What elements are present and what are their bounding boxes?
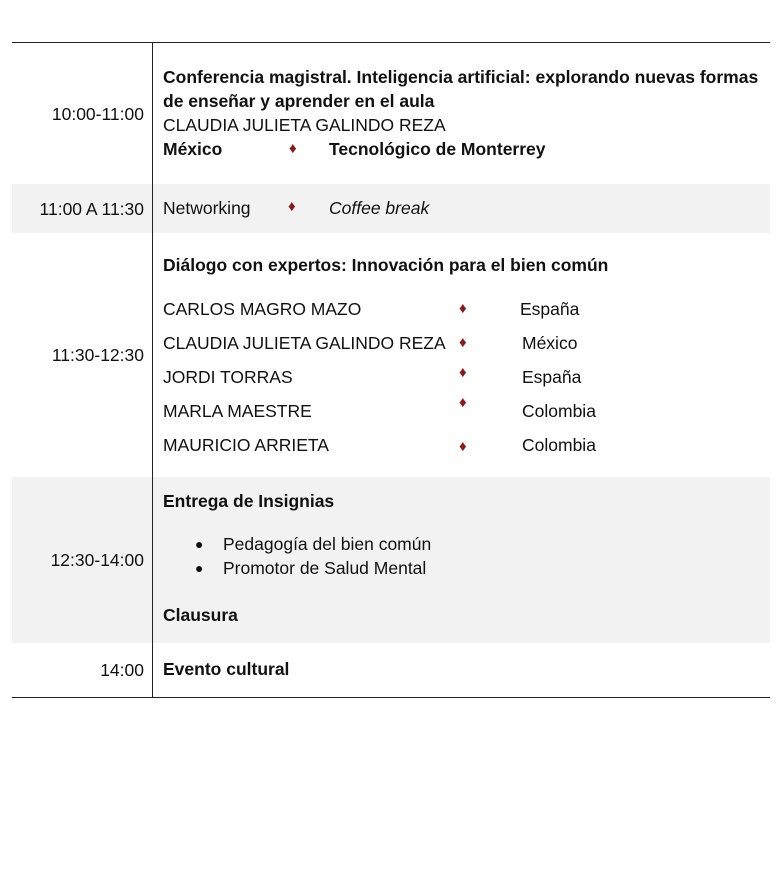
session-title: Conferencia magistral. Inteligencia artificial: explorando nuevas formas de enseñar y aprender en el aula [163,67,759,111]
session-cell [152,233,770,477]
time-cell: 14:00 [100,660,144,680]
expert-country: España [522,367,582,387]
expert-name: JORDI TORRAS [163,367,293,387]
closing-title: Clausura [163,605,238,625]
expert-row [163,365,763,389]
diamond-icon: ♦ [289,140,297,157]
session-cell [152,477,770,643]
expert-name: CARLOS MAGRO MAZO [163,299,362,319]
agenda-row-keynote [12,43,770,184]
expert-name: CLAUDIA JULIETA GALINDO REZA [163,333,446,353]
speaker-country: México [163,139,223,159]
bullet-icon: ● [195,560,204,576]
agenda-row-dialogue [12,233,770,477]
speaker-affiliation [163,137,770,161]
expert-row [163,331,763,355]
agenda-table [12,42,770,698]
time-cell: 12:30-14:00 [50,550,144,570]
agenda-row-networking [12,184,770,233]
badge-name: Pedagogía del bien común [223,534,432,554]
activity-detail: Coffee break [329,198,430,218]
list-item [163,556,431,580]
badge-list [163,532,431,580]
diamond-icon: ♦ [459,364,467,381]
time-cell: 10:00-11:00 [51,103,144,124]
activity-label: Networking [163,198,251,218]
session-cell [152,643,770,697]
expert-name: MAURICIO ARRIETA [163,435,329,455]
badge-name: Promotor de Salud Mental [223,558,427,578]
speaker-name: CLAUDIA JULIETA GALINDO REZA [163,115,446,135]
session-cell [152,43,770,184]
expert-row [163,433,763,457]
expert-country: España [520,299,580,319]
session-title: Evento cultural [163,659,290,679]
expert-name: MARLA MAESTRE [163,401,312,421]
agenda-row-cultural [12,643,770,697]
session-cell [152,184,770,233]
diamond-icon: ♦ [459,300,467,317]
bullet-icon: ● [195,536,204,552]
expert-country: Colombia [522,435,596,455]
diamond-icon: ♦ [459,438,467,455]
list-item [163,532,431,556]
speaker-institution: Tecnológico de Monterrey [329,139,546,159]
agenda-row-badges [12,477,770,643]
expert-country: Colombia [522,401,596,421]
diamond-icon: ♦ [288,198,296,215]
diamond-icon: ♦ [459,394,467,411]
expert-row [163,297,763,321]
expert-row [163,394,763,423]
diamond-icon: ♦ [459,334,467,351]
time-cell: 11:30-12:30 [51,345,144,365]
time-cell: 11:00 A 11:30 [39,198,144,219]
session-title: Entrega de Insignias [163,491,335,511]
expert-country: México [522,333,578,353]
session-title: Diálogo con expertos: Innovación para el bien común [163,255,609,275]
